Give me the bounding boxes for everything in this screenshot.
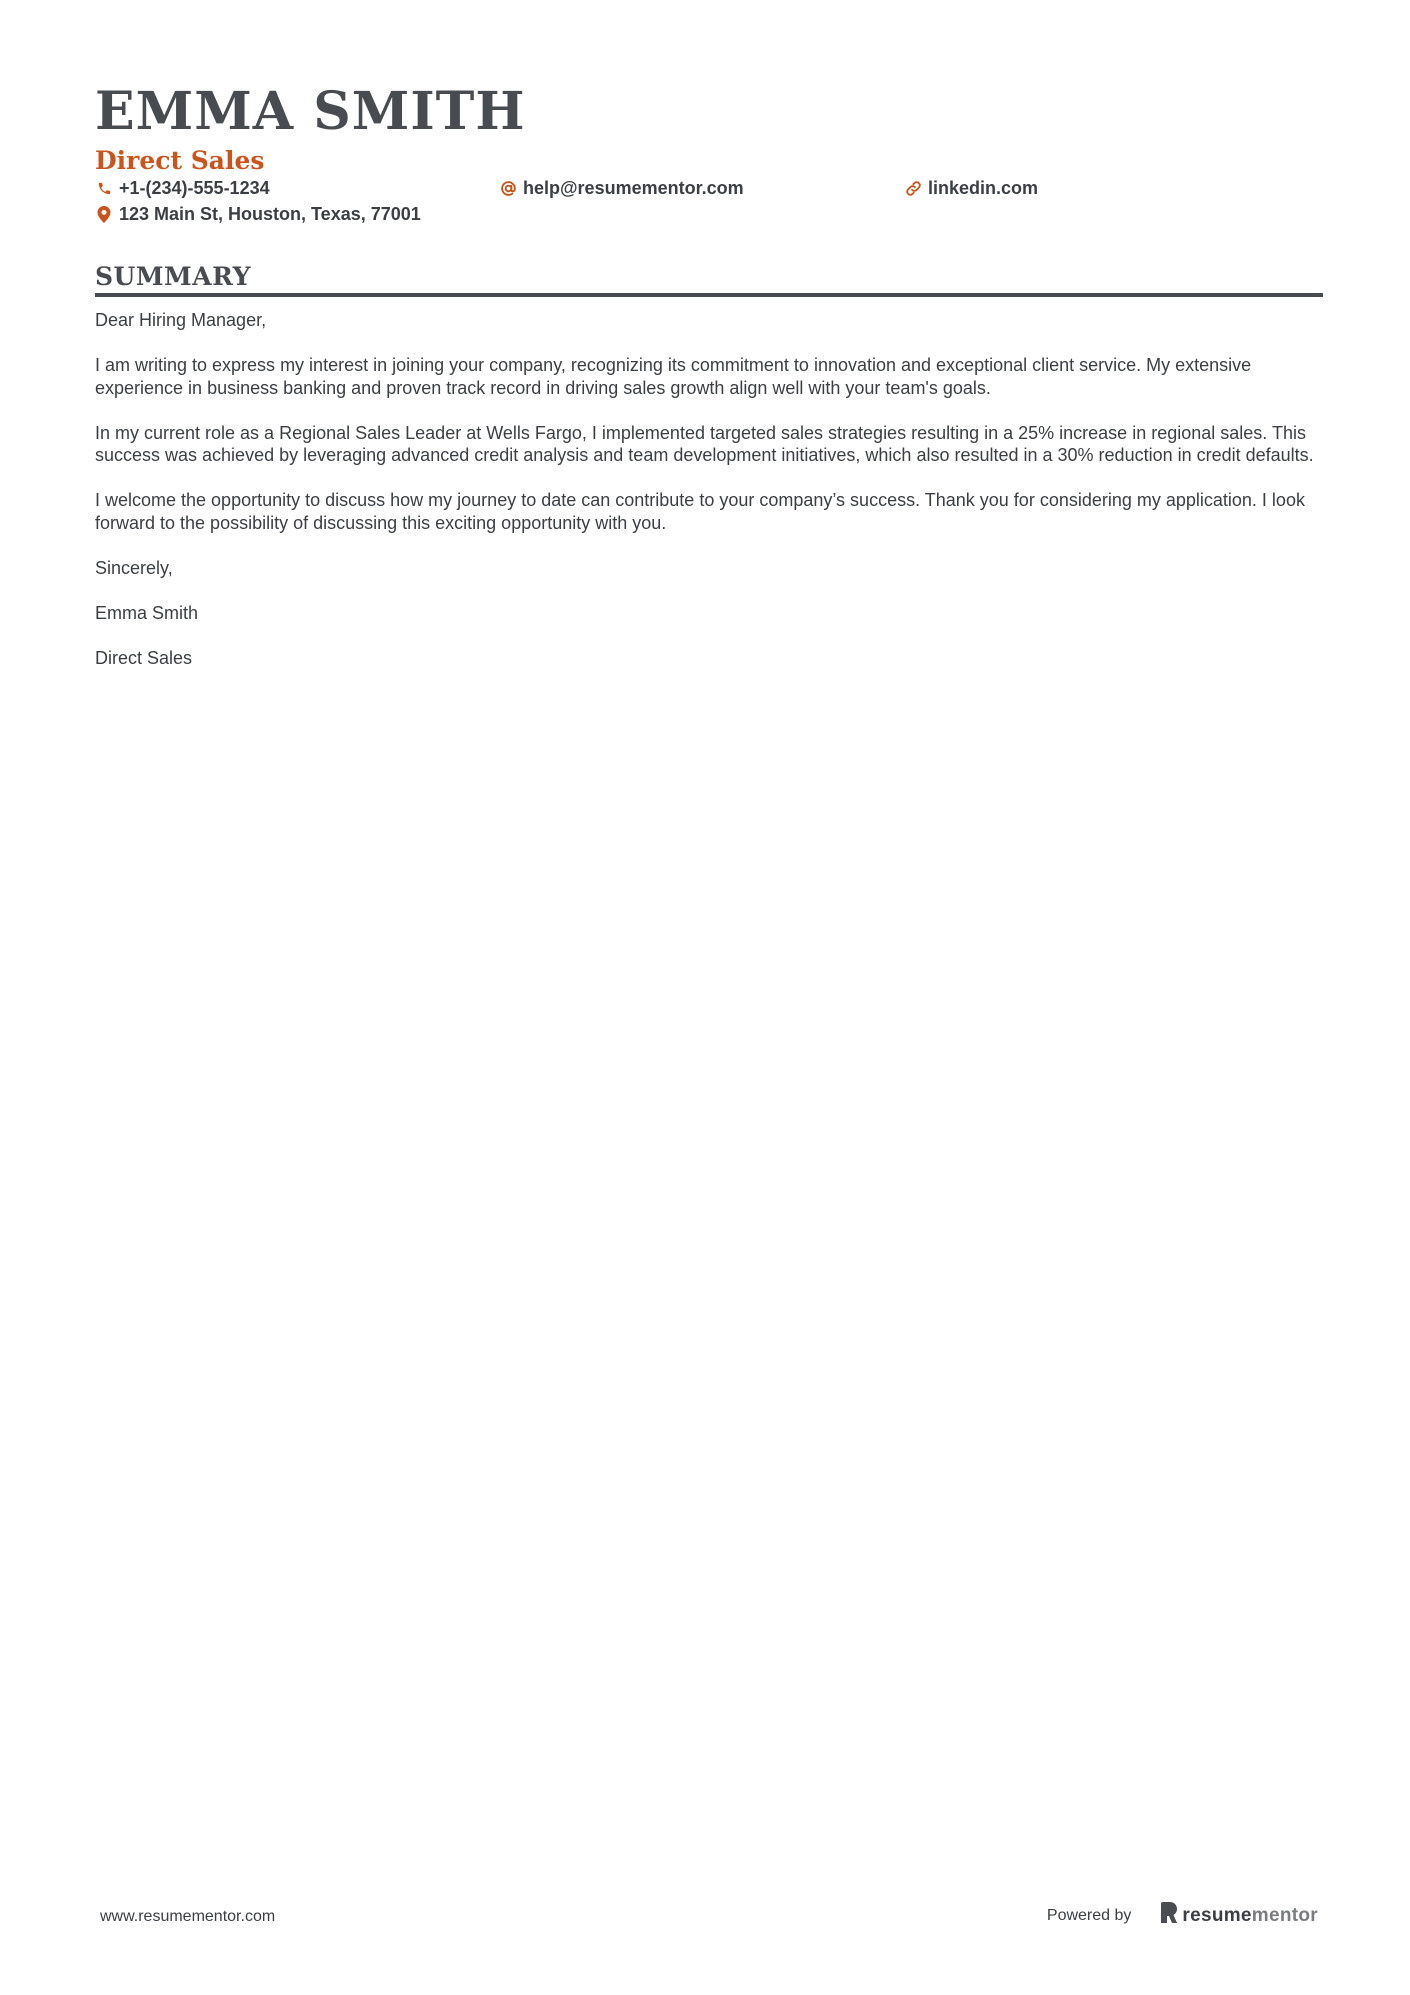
contact-address — [95, 204, 421, 225]
candidate-name: EMMA SMITH — [95, 81, 526, 142]
cover-letter-body — [95, 309, 1323, 669]
contact-info — [95, 178, 1323, 230]
resume-page — [95, 80, 1323, 692]
location-pin-icon — [95, 206, 113, 224]
footer-branding — [1047, 1902, 1318, 1929]
address-text: 123 Main St, Houston, Texas, 77001 — [119, 204, 421, 224]
phone-icon — [95, 180, 113, 198]
brand-text-mentor: mentor — [1251, 1904, 1318, 1926]
contact-phone — [95, 178, 270, 199]
link-text[interactable]: linkedin.com — [928, 178, 1039, 198]
contact-email[interactable] — [499, 178, 744, 199]
letter-paragraph-1: I am writing to express my interest in joining your company, recognizing its commitment to innovation and exceptional client service. My extensive experience in business banking and proven track record in driving sales growth align well with your team's goals. — [95, 355, 1252, 398]
powered-by-label: Powered by — [1046, 1906, 1132, 1924]
resumementor-logo-icon — [1161, 1902, 1177, 1929]
letter-paragraph-3: I welcome the opportunity to discuss how my journey to date can contribute to your company’s success. Thank you for considering my application. I look forward to the possibility of discussing this exciting opportunity with you. — [95, 490, 1305, 533]
link-icon — [904, 180, 922, 198]
letter-signature-role: Direct Sales — [95, 647, 193, 668]
brand-text-resume: resume — [1182, 1904, 1252, 1926]
letter-greeting: Dear Hiring Manager, — [95, 310, 267, 330]
contact-link[interactable] — [904, 178, 1038, 199]
candidate-role: Direct Sales — [95, 146, 265, 175]
email-text[interactable]: help@resumementor.com — [523, 178, 744, 198]
letter-signature-name: Emma Smith — [95, 602, 199, 623]
phone-text: +1-(234)-555-1234 — [119, 178, 270, 198]
letter-closing: Sincerely, — [95, 557, 173, 578]
at-icon — [499, 180, 517, 198]
footer-website[interactable]: www.resumementor.com — [100, 1908, 276, 1925]
section-divider — [95, 293, 1323, 297]
section-title-summary: SUMMARY — [95, 262, 251, 291]
brand-logo[interactable] — [1161, 1902, 1318, 1929]
letter-paragraph-2: In my current role as a Regional Sales Leader at Wells Fargo, I implemented targeted sales strategies resulting in a 25% increase in regional sales. This success was achieved by leveraging advanced credit analysis and team development initiatives, which also resulted in a 30% reduction in credit defaults. — [95, 422, 1314, 465]
